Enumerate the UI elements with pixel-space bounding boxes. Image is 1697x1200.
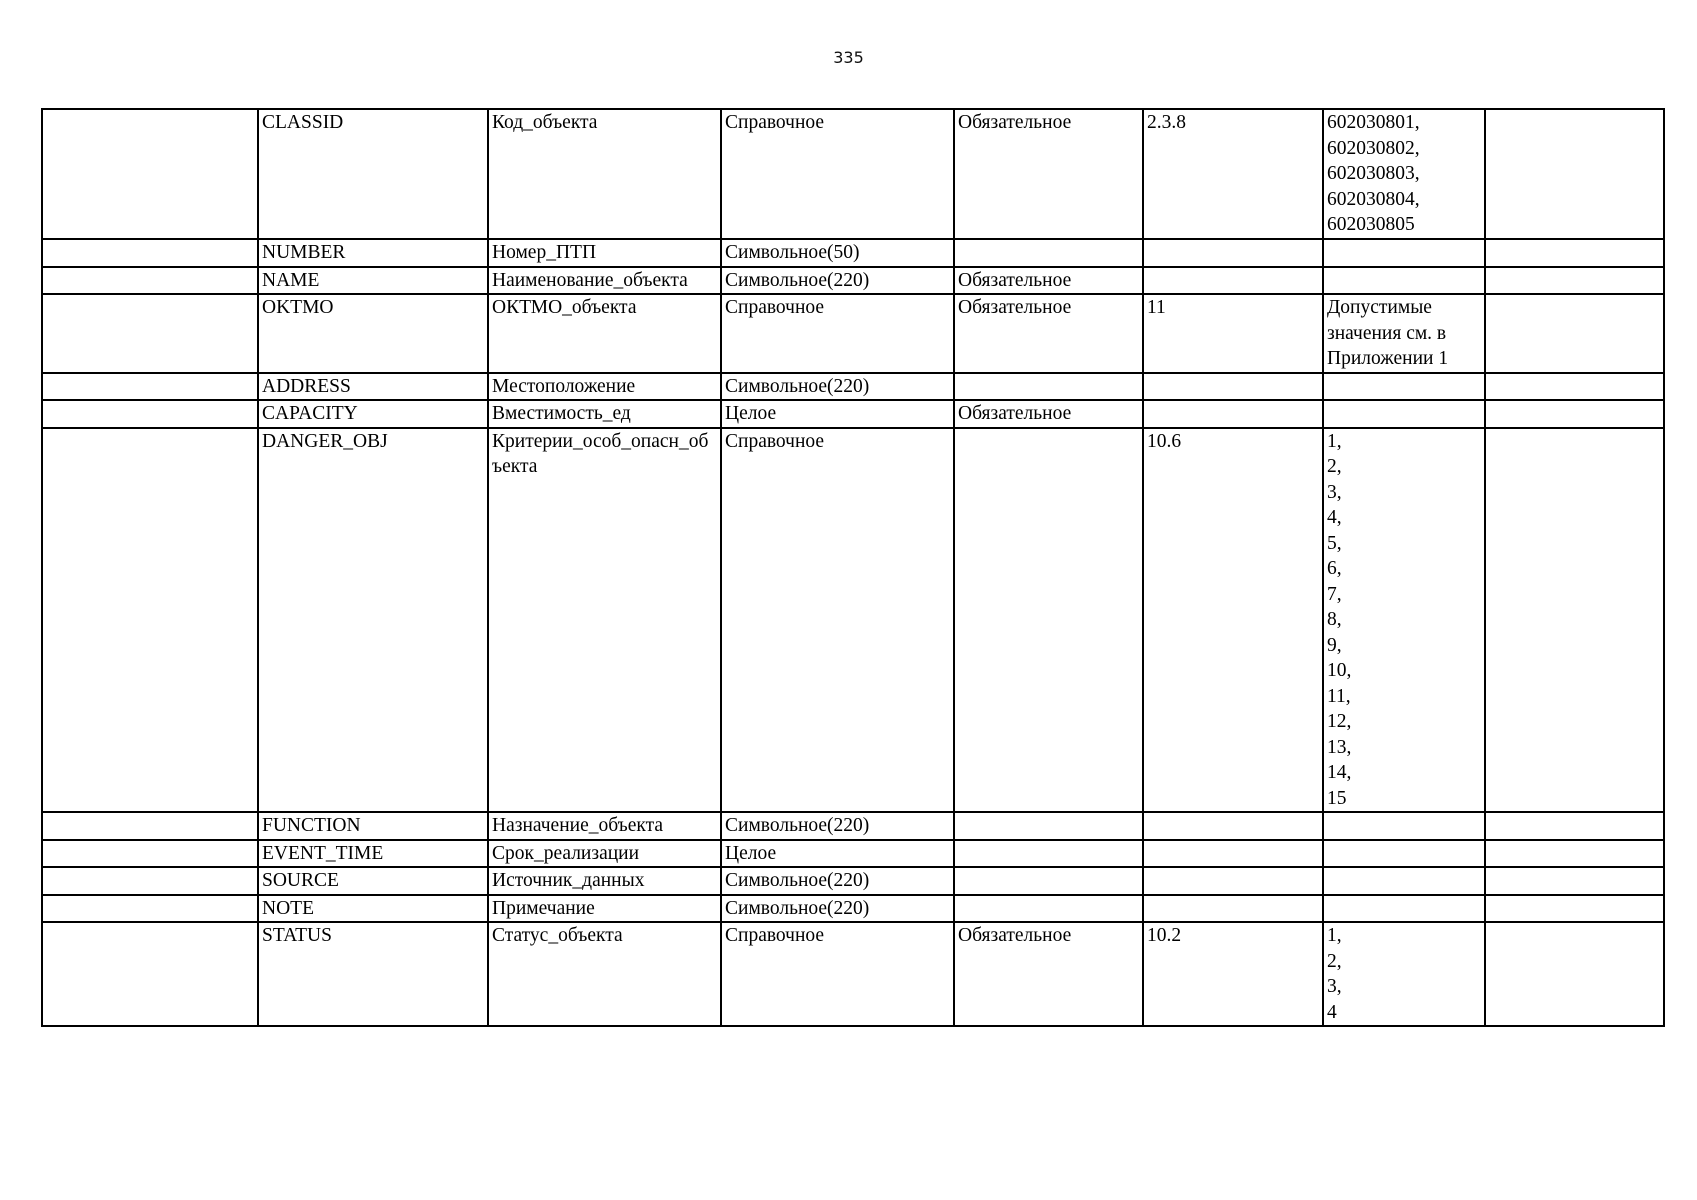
field-values-cell: Допустимые значения см. в Приложении 1 — [1323, 294, 1485, 373]
field-ref-cell — [1143, 840, 1323, 868]
field-ref-cell: 2.3.8 — [1143, 109, 1323, 239]
table-row — [42, 239, 1664, 267]
table-row — [42, 428, 1664, 813]
field-ref-cell — [1143, 867, 1323, 895]
field-required-cell — [954, 895, 1143, 923]
field-name-cell: NOTE — [258, 895, 488, 923]
table-row — [42, 895, 1664, 923]
field-alias-cell: Источник_данных — [488, 867, 721, 895]
field-values-cell: 1, 2, 3, 4, 5, 6, 7, 8, 9, 10, 11, 12, 13, 14, 15 — [1323, 428, 1485, 813]
field-type-cell: Символьное(220) — [721, 895, 954, 923]
field-name-cell: NUMBER — [258, 239, 488, 267]
field-values-cell — [1323, 867, 1485, 895]
field-alias-cell: ОКТМО_объекта — [488, 294, 721, 373]
field-required-cell: Обязательное — [954, 109, 1143, 239]
field-type-cell: Символьное(220) — [721, 373, 954, 401]
field-alias-cell: Код_объекта — [488, 109, 721, 239]
field-required-cell — [954, 239, 1143, 267]
field-name-cell: DANGER_OBJ — [258, 428, 488, 813]
field-alias-cell: Назначение_объекта — [488, 812, 721, 840]
field-alias-cell: Статус_объекта — [488, 922, 721, 1026]
table-cell-empty — [42, 840, 258, 868]
field-values-cell: 602030801, 602030802, 602030803, 602030804, 602030805 — [1323, 109, 1485, 239]
field-name-cell: CAPACITY — [258, 400, 488, 428]
table-cell-empty — [42, 109, 258, 239]
field-note-cell — [1485, 922, 1664, 1026]
table-cell-empty — [42, 373, 258, 401]
field-alias-cell: Примечание — [488, 895, 721, 923]
field-ref-cell — [1143, 400, 1323, 428]
field-ref-cell — [1143, 267, 1323, 295]
field-alias-cell: Критерии_особ_опасн_объекта — [488, 428, 721, 813]
field-values-cell — [1323, 812, 1485, 840]
table-row — [42, 373, 1664, 401]
field-note-cell — [1485, 294, 1664, 373]
field-ref-cell — [1143, 239, 1323, 267]
field-required-cell — [954, 428, 1143, 813]
field-ref-cell: 10.2 — [1143, 922, 1323, 1026]
field-name-cell: CLASSID — [258, 109, 488, 239]
field-type-cell: Справочное — [721, 109, 954, 239]
field-note-cell — [1485, 840, 1664, 868]
field-note-cell — [1485, 895, 1664, 923]
field-required-cell: Обязательное — [954, 294, 1143, 373]
field-name-cell: EVENT_TIME — [258, 840, 488, 868]
field-required-cell: Обязательное — [954, 922, 1143, 1026]
table-row — [42, 812, 1664, 840]
field-alias-cell: Вместимость_ед — [488, 400, 721, 428]
table-cell-empty — [42, 267, 258, 295]
field-note-cell — [1485, 428, 1664, 813]
field-values-cell — [1323, 400, 1485, 428]
field-values-cell — [1323, 239, 1485, 267]
table-cell-empty — [42, 867, 258, 895]
field-required-cell — [954, 373, 1143, 401]
field-name-cell: ADDRESS — [258, 373, 488, 401]
field-note-cell — [1485, 373, 1664, 401]
table-row — [42, 840, 1664, 868]
field-required-cell: Обязательное — [954, 267, 1143, 295]
field-alias-cell: Номер_ПТП — [488, 239, 721, 267]
field-name-cell: FUNCTION — [258, 812, 488, 840]
field-required-cell — [954, 840, 1143, 868]
field-type-cell: Символьное(220) — [721, 867, 954, 895]
field-values-cell: 1, 2, 3, 4 — [1323, 922, 1485, 1026]
field-required-cell: Обязательное — [954, 400, 1143, 428]
field-note-cell — [1485, 867, 1664, 895]
field-ref-cell: 11 — [1143, 294, 1323, 373]
table-row — [42, 400, 1664, 428]
field-name-cell: SOURCE — [258, 867, 488, 895]
field-type-cell: Символьное(50) — [721, 239, 954, 267]
field-name-cell: NAME — [258, 267, 488, 295]
field-type-cell: Символьное(220) — [721, 267, 954, 295]
field-type-cell: Справочное — [721, 294, 954, 373]
table-cell-empty — [42, 294, 258, 373]
field-values-cell — [1323, 895, 1485, 923]
table-row — [42, 267, 1664, 295]
table-row — [42, 109, 1664, 239]
field-alias-cell: Наименование_объекта — [488, 267, 721, 295]
field-required-cell — [954, 867, 1143, 895]
field-required-cell — [954, 812, 1143, 840]
field-alias-cell: Срок_реализации — [488, 840, 721, 868]
table-cell-empty — [42, 895, 258, 923]
table-row — [42, 867, 1664, 895]
field-type-cell: Целое — [721, 400, 954, 428]
field-note-cell — [1485, 239, 1664, 267]
field-type-cell: Справочное — [721, 428, 954, 813]
field-type-cell: Символьное(220) — [721, 812, 954, 840]
field-values-cell — [1323, 267, 1485, 295]
field-type-cell: Справочное — [721, 922, 954, 1026]
table-cell-empty — [42, 812, 258, 840]
field-ref-cell — [1143, 373, 1323, 401]
table-cell-empty — [42, 922, 258, 1026]
field-values-cell — [1323, 840, 1485, 868]
table-cell-empty — [42, 428, 258, 813]
table-row — [42, 922, 1664, 1026]
table-row — [42, 294, 1664, 373]
field-name-cell: OKTMO — [258, 294, 488, 373]
field-note-cell — [1485, 400, 1664, 428]
page-number: 335 — [833, 48, 864, 67]
field-name-cell: STATUS — [258, 922, 488, 1026]
field-values-cell — [1323, 373, 1485, 401]
field-ref-cell — [1143, 812, 1323, 840]
table-cell-empty — [42, 239, 258, 267]
field-ref-cell — [1143, 895, 1323, 923]
field-type-cell: Целое — [721, 840, 954, 868]
field-ref-cell: 10.6 — [1143, 428, 1323, 813]
attributes-table — [41, 108, 1665, 1027]
field-alias-cell: Местоположение — [488, 373, 721, 401]
table-cell-empty — [42, 400, 258, 428]
field-note-cell — [1485, 109, 1664, 239]
field-note-cell — [1485, 812, 1664, 840]
field-note-cell — [1485, 267, 1664, 295]
